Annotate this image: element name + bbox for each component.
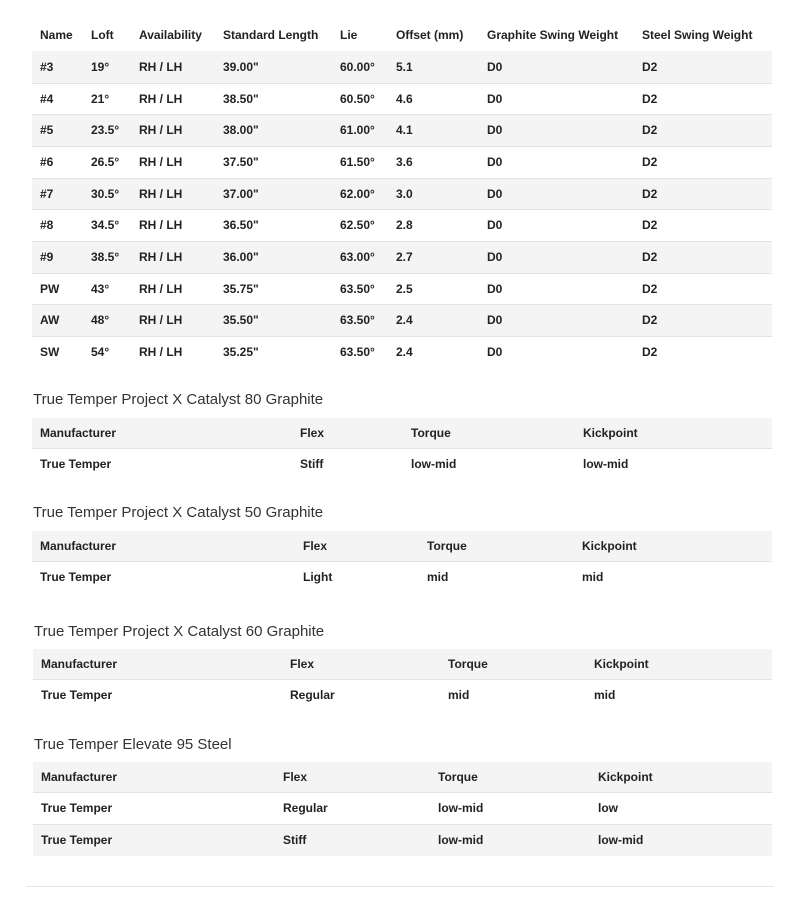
column-header: Flex (283, 769, 308, 784)
cell-availability: RH / LH (139, 123, 183, 137)
cell-graphite-sw: D0 (487, 91, 503, 106)
cell-lie: 61.00° (340, 123, 375, 137)
cell-flex: Regular (283, 801, 328, 815)
column-header: Manufacturer (40, 538, 117, 553)
cell-loft: 54° (91, 345, 110, 360)
cell-offset: 2.4 (396, 345, 413, 360)
table-row (32, 51, 772, 83)
cell-lie: 63.50° (340, 345, 375, 360)
cell-name: #7 (40, 186, 54, 201)
cell-length: 35.50" (223, 313, 259, 327)
cell-name: #6 (40, 155, 54, 169)
cell-manufacturer: True Temper (41, 801, 113, 815)
cell-name: SW (40, 345, 60, 360)
column-header: Manufacturer (40, 425, 117, 440)
table-row (33, 679, 772, 711)
column-header: Offset (mm) (396, 28, 464, 42)
cell-graphite-sw: D0 (487, 155, 503, 169)
cell-length: 37.50" (223, 155, 259, 169)
shaft-table-catalyst-80 (32, 418, 772, 479)
cell-flex: Light (303, 570, 333, 585)
table-row (32, 178, 772, 209)
cell-torque: low-mid (438, 833, 484, 848)
cell-offset: 5.1 (396, 59, 413, 74)
cell-loft: 48° (91, 313, 110, 327)
cell-steel-sw: D2 (642, 281, 658, 296)
cell-manufacturer: True Temper (41, 688, 113, 703)
shaft-table-title: True Temper Project X Catalyst 50 Graphite (33, 504, 324, 521)
cell-steel-sw: D2 (642, 155, 658, 169)
column-header: Steel Swing Weight (642, 28, 753, 42)
cell-steel-sw: D2 (642, 218, 658, 232)
table-row (32, 209, 772, 241)
cell-availability: RH / LH (139, 218, 183, 232)
cell-length: 38.50" (223, 91, 259, 106)
column-header: Torque (411, 425, 451, 440)
cell-steel-sw: D2 (642, 91, 658, 106)
cell-lie: 61.50° (340, 155, 375, 169)
cell-length: 39.00" (223, 59, 259, 74)
column-header: Manufacturer (41, 656, 118, 671)
cell-offset: 2.7 (396, 250, 413, 264)
cell-offset: 2.5 (396, 281, 413, 296)
table-header-row (32, 418, 772, 448)
cell-steel-sw: D2 (642, 186, 658, 201)
shaft-table-catalyst-60 (33, 649, 772, 711)
cell-kickpoint: low-mid (583, 456, 629, 471)
cell-name: #4 (40, 91, 54, 106)
cell-loft: 19° (91, 59, 110, 74)
cell-graphite-sw: D0 (487, 345, 503, 360)
column-header: Manufacturer (41, 769, 118, 784)
cell-kickpoint: low (598, 801, 618, 815)
table-row (32, 241, 772, 273)
table-header-row (32, 531, 772, 561)
column-header: Loft (91, 28, 114, 42)
table-header-row (33, 762, 772, 792)
cell-loft: 23.5° (91, 123, 120, 137)
cell-steel-sw: D2 (642, 59, 658, 74)
cell-name: PW (40, 281, 60, 296)
cell-lie: 62.00° (340, 186, 375, 201)
column-header: Standard Length (223, 28, 319, 42)
cell-name: #5 (40, 123, 54, 137)
table-header-row (33, 649, 772, 679)
cell-offset: 4.6 (396, 91, 413, 106)
table-row (33, 792, 772, 824)
cell-availability: RH / LH (139, 281, 183, 296)
table-row (32, 336, 772, 368)
cell-offset: 3.6 (396, 155, 413, 169)
cell-availability: RH / LH (139, 313, 183, 327)
cell-kickpoint: low-mid (598, 833, 644, 848)
cell-name: #3 (40, 59, 54, 74)
cell-lie: 63.00° (340, 250, 375, 264)
cell-steel-sw: D2 (642, 313, 658, 327)
cell-graphite-sw: D0 (487, 313, 503, 327)
cell-kickpoint: mid (594, 688, 616, 703)
cell-lie: 60.50° (340, 91, 375, 106)
cell-availability: RH / LH (139, 345, 183, 360)
cell-lie: 62.50° (340, 218, 375, 232)
column-header: Kickpoint (582, 538, 637, 553)
column-header: Kickpoint (598, 769, 653, 784)
cell-graphite-sw: D0 (487, 186, 503, 201)
cell-kickpoint: mid (582, 570, 604, 585)
column-header: Lie (340, 28, 358, 42)
cell-length: 35.75" (223, 281, 259, 296)
cell-availability: RH / LH (139, 186, 183, 201)
cell-length: 38.00" (223, 123, 259, 137)
cell-flex: Stiff (283, 833, 307, 848)
cell-loft: 43° (91, 281, 110, 296)
cell-steel-sw: D2 (642, 250, 658, 264)
cell-lie: 63.50° (340, 313, 375, 327)
cell-flex: Regular (290, 688, 335, 703)
cell-manufacturer: True Temper (40, 570, 112, 585)
cell-lie: 60.00° (340, 59, 375, 74)
column-header: Flex (303, 538, 328, 553)
cell-length: 36.50" (223, 218, 259, 232)
cell-availability: RH / LH (139, 59, 183, 74)
cell-graphite-sw: D0 (487, 218, 503, 232)
column-header: Torque (438, 769, 478, 784)
cell-graphite-sw: D0 (487, 250, 503, 264)
table-row (32, 114, 772, 146)
table-row (32, 273, 772, 304)
cell-offset: 4.1 (396, 123, 413, 137)
cell-graphite-sw: D0 (487, 281, 503, 296)
cell-length: 37.00" (223, 186, 259, 201)
column-header: Flex (300, 425, 325, 440)
cell-torque: low-mid (438, 801, 484, 815)
cell-offset: 3.0 (396, 186, 413, 201)
cell-loft: 34.5° (91, 218, 120, 232)
cell-torque: mid (427, 570, 449, 585)
shaft-table-title: True Temper Elevate 95 Steel (34, 736, 232, 753)
cell-name: #9 (40, 250, 54, 264)
shaft-table-elevate-95 (33, 762, 772, 856)
cell-length: 36.00" (223, 250, 259, 264)
column-header: Availability (139, 28, 202, 42)
shaft-table-catalyst-50 (32, 531, 772, 593)
cell-lie: 63.50° (340, 281, 375, 296)
cell-flex: Stiff (300, 456, 324, 471)
cell-loft: 30.5° (91, 186, 120, 201)
cell-graphite-sw: D0 (487, 123, 503, 137)
cell-steel-sw: D2 (642, 123, 658, 137)
table-row (32, 83, 772, 114)
cell-length: 35.25" (223, 345, 259, 360)
table-row (32, 448, 772, 479)
cell-graphite-sw: D0 (487, 59, 503, 74)
column-header: Flex (290, 656, 315, 671)
cell-offset: 2.8 (396, 218, 413, 232)
cell-availability: RH / LH (139, 91, 183, 106)
cell-manufacturer: True Temper (41, 833, 113, 848)
shaft-table-title: True Temper Project X Catalyst 60 Graphite (34, 623, 325, 640)
cell-steel-sw: D2 (642, 345, 658, 360)
cell-availability: RH / LH (139, 155, 183, 169)
club-specs-table (32, 19, 772, 368)
cell-loft: 38.5° (91, 250, 120, 264)
column-header: Kickpoint (594, 656, 649, 671)
cell-name: AW (40, 313, 60, 327)
cell-torque: low-mid (411, 456, 457, 471)
column-header: Graphite Swing Weight (487, 28, 619, 42)
table-row (32, 146, 772, 178)
cell-loft: 21° (91, 91, 110, 106)
table-header-row (32, 19, 772, 51)
table-row (32, 561, 772, 593)
cell-torque: mid (448, 688, 470, 703)
cell-availability: RH / LH (139, 250, 183, 264)
column-header: Name (40, 28, 73, 42)
cell-loft: 26.5° (91, 155, 120, 169)
column-header: Kickpoint (583, 425, 638, 440)
cell-manufacturer: True Temper (40, 456, 112, 471)
column-header: Torque (427, 538, 467, 553)
bottom-divider (26, 886, 774, 887)
cell-offset: 2.4 (396, 313, 413, 327)
table-row (32, 304, 772, 336)
column-header: Torque (448, 656, 488, 671)
cell-name: #8 (40, 218, 54, 232)
shaft-table-title: True Temper Project X Catalyst 80 Graphite (33, 391, 324, 408)
table-row (33, 824, 772, 856)
